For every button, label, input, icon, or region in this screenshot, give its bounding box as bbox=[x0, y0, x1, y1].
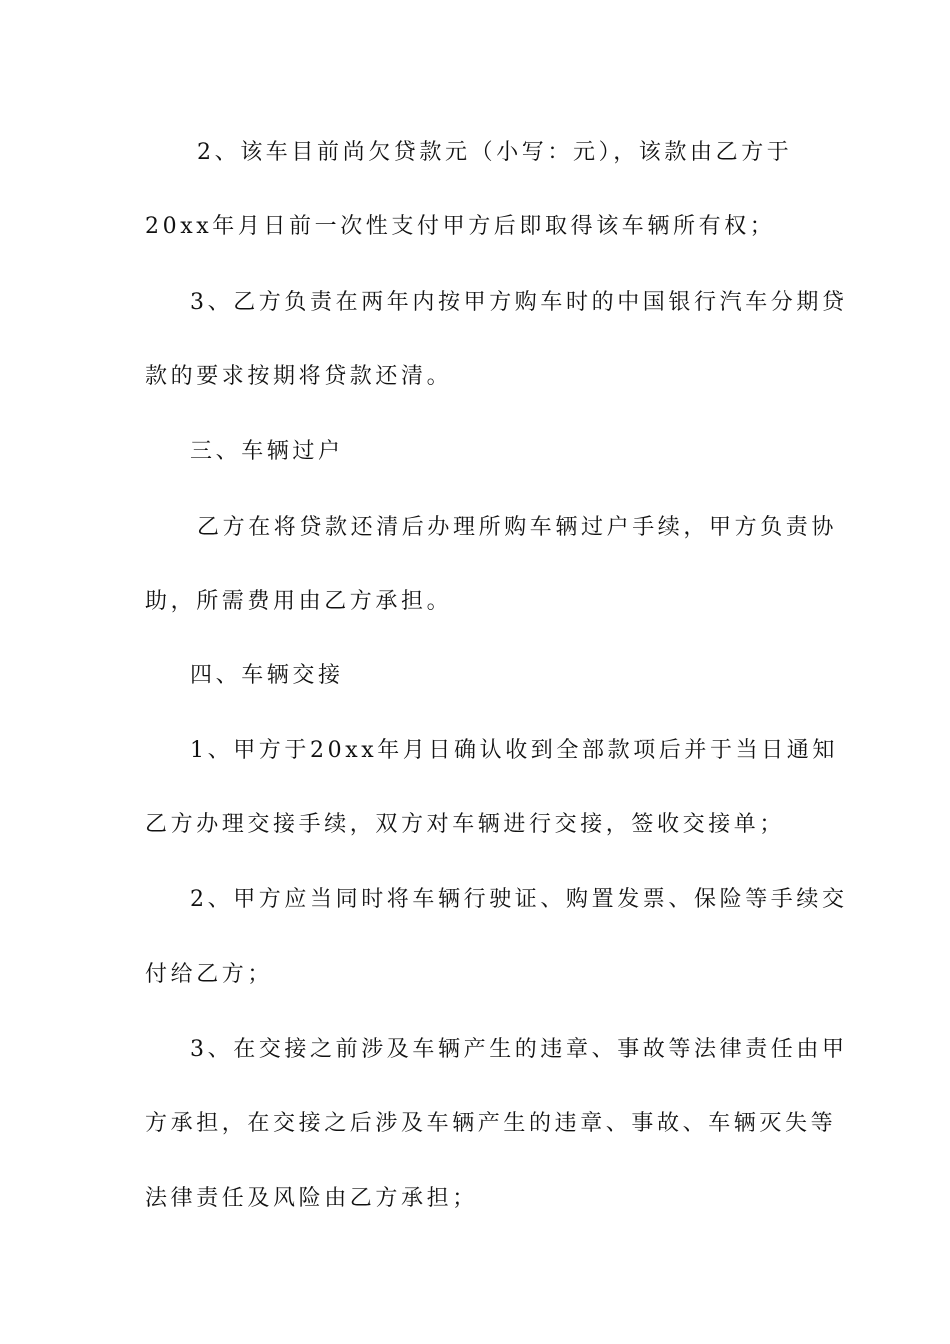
handover-clause-1-line-2: 乙方办理交接手续，双方对车辆进行交接，签收交接单； bbox=[145, 812, 786, 837]
handover-clause-3-line-2: 方承担，在交接之后涉及车辆产生的违章、事故、车辆灭失等 bbox=[145, 1111, 837, 1136]
clause-3-line-2: 款的要求按期将贷款还清。 bbox=[145, 364, 453, 389]
section-heading-handover: 四、车辆交接 bbox=[190, 663, 344, 688]
handover-clause-3-line-3: 法律责任及风险由乙方承担； bbox=[145, 1186, 478, 1211]
transfer-paragraph-line-2: 助，所需费用由乙方承担。 bbox=[145, 589, 453, 614]
handover-clause-2-line-1: 2、甲方应当同时将车辆行驶证、购置发票、保险等手续交 bbox=[190, 887, 848, 912]
clause-2-line-2: 20xx年月日前一次性支付甲方后即取得该车辆所有权； bbox=[145, 214, 776, 239]
clause-2-line-1: 2、该车目前尚欠贷款元（小写：元），该款由乙方于 bbox=[197, 140, 793, 165]
handover-clause-1-line-1: 1、甲方于20xx年月日确认收到全部款项后并于当日通知 bbox=[190, 738, 839, 763]
handover-clause-2-line-2: 付给乙方； bbox=[145, 962, 274, 987]
clause-3-line-1: 3、乙方负责在两年内按甲方购车时的中国银行汽车分期贷 bbox=[190, 290, 848, 315]
handover-clause-3-line-1: 3、在交接之前涉及车辆产生的违章、事故等法律责任由甲 bbox=[190, 1037, 848, 1062]
transfer-paragraph-line-1: 乙方在将贷款还清后办理所购车辆过户手续，甲方负责协 bbox=[197, 515, 838, 540]
section-heading-transfer: 三、车辆过户 bbox=[190, 439, 344, 464]
